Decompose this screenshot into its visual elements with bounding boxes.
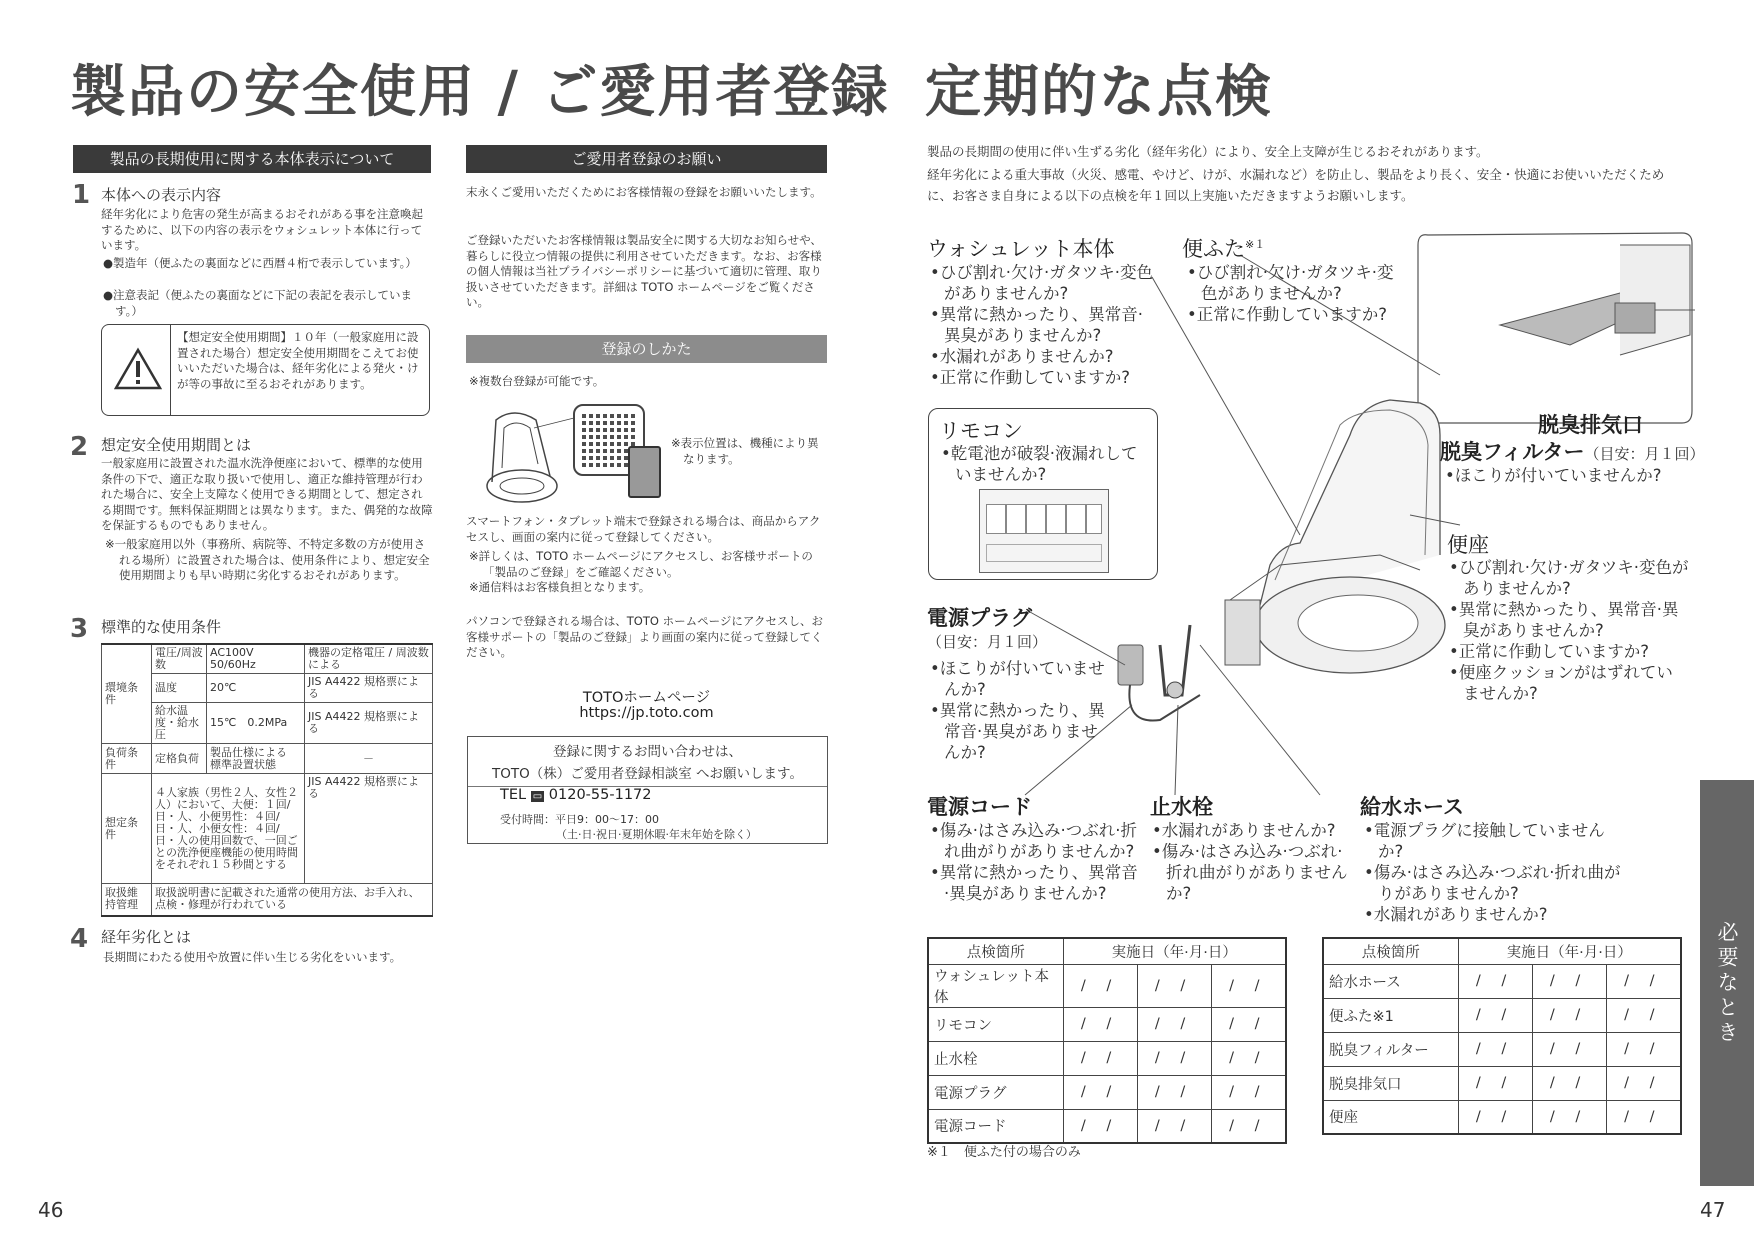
step-2-title: 想定安全使用期間とは: [101, 436, 252, 454]
filter-items: •ほこりが付いていませんか?: [1445, 466, 1662, 485]
cond-cell: 定格負荷: [152, 744, 207, 774]
side-tab[interactable]: 必要なとき: [1700, 780, 1754, 1186]
cond-cell: 機器の定格電圧 / 周波数による: [305, 644, 433, 674]
step-1-bullet-caution: ●注意表記（便ふたの裏面などに下記の表記を表示しています。）: [103, 288, 413, 318]
table-header: 実施日（年·月·日）: [1458, 938, 1681, 964]
cord-label: 電源コード: [927, 795, 1032, 819]
table-row: 電源コード / / / / / /: [928, 1109, 1286, 1143]
remote-label: リモコン: [939, 419, 1023, 443]
cond-cell: ４人家族（男性２人、女性２人）において、大便：１回/日・人、小便男性：４回/日・人、小便女性：４回/日・人の使用回数で、一回ごとの洗浄便座機能の使用時間をそれぞれ１５秒間とする: [152, 774, 305, 884]
table-row: 電源プラグ / / / / / /: [928, 1075, 1286, 1109]
table-row: 脱臭排気口 / / / / / /: [1323, 1066, 1681, 1100]
page-number-right: 47: [1700, 1198, 1726, 1222]
homepage-url[interactable]: https://jp.toto.com: [579, 705, 714, 721]
inquiry-line-2: TOTO（株）ご愛用者登録相談室 へお願いします。: [492, 766, 803, 782]
cond-cell: 温度: [152, 674, 207, 703]
freedial-icon: ▭: [532, 791, 543, 802]
smartphone-instructions: スマートフォン・タブレット端末で登録される場合は、商品からアクセスし、画面の案内に従って登録してください。: [466, 514, 821, 544]
exhaust-label: 脱臭排気口: [1538, 413, 1643, 437]
washlet-body-label: ウォシュレット本体: [927, 237, 1115, 261]
cond-cell: 電圧/周波数: [152, 644, 207, 674]
seat-items: •ひび割れ·欠け·ガタツキ·変色がありませんか? •異常に熱かったり、異常音·異臭がありませんか? •正常に作動していますか? •便座クッションがはずれていませんか?: [1449, 558, 1689, 703]
table-header: 点検箇所: [928, 938, 1063, 964]
step-1-number: 1: [72, 180, 91, 210]
cond-cell: JIS A4422 規格票による: [305, 703, 433, 744]
plug-label: 電源プラグ: [927, 606, 1032, 630]
remote-icon: [979, 489, 1109, 573]
table-header: 点検箇所: [1323, 938, 1458, 964]
cond-env: 環境条件: [102, 644, 152, 744]
cond-load: 負荷条件: [102, 744, 152, 774]
step-2-note: ※一般家庭用以外（事務所、病院等、不特定多数の方が使用される場所）に設置された場合は、使用条件により、想定安全使用期間よりも早い時期に劣化するおそれがあります。: [105, 537, 430, 582]
section-header-long-use: 製品の長期使用に関する本体表示について: [73, 145, 431, 173]
step-1-title: 本体への表示内容: [101, 186, 222, 204]
warning-box: [101, 324, 430, 416]
step-4-number: 4: [70, 924, 89, 954]
inquiry-box: [467, 736, 828, 844]
table-row: 脱臭フィルター / / / / / /: [1323, 1032, 1681, 1066]
step-3-number: 3: [70, 614, 89, 644]
cond-maint: 取扱維持管理: [102, 884, 152, 916]
reception-exceptions: （土·日·祝日·夏期休暇·年末年始を除く）: [556, 828, 757, 841]
step-2-number: 2: [70, 432, 89, 462]
tel-number[interactable]: 0120-55-1172: [548, 787, 652, 803]
lid-items: •ひび割れ·欠け·ガタツキ·変色がありませんか? •正常に作動していますか?: [1187, 263, 1394, 324]
page-title-right: 定期的な点検: [925, 60, 1273, 125]
cord-items: •傷み·はさみ込み·つぶれ·折れ曲がりがありませんか? •異常に熱かったり、異常音·異臭がありませんか?: [930, 821, 1138, 903]
table-row: 止水栓 / / / / / /: [928, 1041, 1286, 1075]
lid-label: 便ふた$^{※1}$: [1182, 237, 1266, 261]
hose-label: 給水ホース: [1360, 795, 1464, 819]
page-number-left: 46: [38, 1198, 64, 1222]
position-note: ※表示位置は、機種により異なります。: [671, 436, 819, 466]
intro-line-2: 経年劣化による重大事故（火災、感電、やけど、けが、水漏れなど）を防止し、製品をより長く、安全・快適にお使いいただくために、お客さま自身による以下の点検を年１回以上実施いただきますようお願いします。: [927, 167, 1665, 203]
step-1-bullet-year: ●製造年（便ふたの裏面などに西暦４桁で表示しています。）: [103, 256, 417, 270]
table-row: リモコン / / / / / /: [928, 1007, 1286, 1041]
step-2-text: 一般家庭用に設置された温水洗浄便座において、標準的な使用条件の下で、適正な取り扱いで使用し、適正な維持管理が行われた場合に、安全上支障なく使用できる期間として、想定される期間です。無料保証期間とは異なります。また、偶発的な故障を保証するものでもありません。: [101, 456, 433, 532]
reception-hours: 受付時間：平日9：00～17：00: [500, 813, 659, 826]
inspection-table-2: [1322, 937, 1682, 1135]
cond-cell: AC100V 50/60Hz: [207, 644, 305, 674]
seat-label: 便座: [1447, 533, 1489, 557]
registration-intro: 末永くご愛用いただくためにお客様情報の登録をお願いいたします。: [466, 185, 822, 199]
warning-triangle-icon: [114, 347, 162, 391]
cond-cell: 製品仕様による 標準設置状態: [207, 744, 305, 774]
step-4-text: 長期間にわたる使用や放置に伴い生じる劣化をいいます。: [103, 950, 402, 964]
table-row: 便座 / / / / / /: [1323, 1100, 1681, 1134]
cond-cell: 給水温度・給水圧: [152, 703, 207, 744]
inspection-table-1: [927, 937, 1287, 1144]
step-1-text: 経年劣化により危害の発生が高まるおそれがある事を注意喚起するために、以下の内容の表示をウォシュレット本体に行っています。: [101, 207, 423, 252]
filter-label: 脱臭フィルター（目安：月１回）: [1440, 440, 1705, 464]
warning-text: 【想定安全使用期間】１０年（一般家庭用に設置された場合）想定安全使用期間をこえてお使いいただいた場合は、経年劣化による発火・けが等の事故に至るおそれがあります。: [177, 330, 419, 391]
cond-cell: JIS A4422 規格票による: [305, 674, 433, 703]
cond-cell: 取扱説明書に記載された通常の使用方法、お手入れ、点検・修理が行われている: [152, 884, 433, 916]
table-row: 便ふた※1 / / / / / /: [1323, 998, 1681, 1032]
valve-items: •水漏れがありませんか? •傷み·はさみ込み·つぶれ·折れ曲がりがありませんか?: [1152, 821, 1348, 903]
section-header-registration: ご愛用者登録のお願い: [466, 145, 827, 173]
cond-cell: 15℃ 0.2MPa: [207, 703, 305, 744]
inquiry-line-1: 登録に関するお問い合わせは、: [553, 744, 742, 760]
table-row: 給水ホース / / / / / /: [1323, 964, 1681, 998]
hose-items: •電源プラグに接触していませんか? •傷み·はさみ込み·つぶれ·折れ曲がりがありませんか? •水漏れがありませんか?: [1364, 821, 1621, 924]
homepage-label: TOTOホームページ: [582, 690, 711, 706]
remote-item-1: •乾電池が破裂·液漏れしていませんか?: [941, 444, 1138, 484]
remote-box: [928, 408, 1158, 580]
pc-instructions: パソコンで登録される場合は、TOTO ホームページにアクセスし、お客様サポートの「製品のご登録」より画面の案内に従って登録してください。: [466, 614, 823, 659]
cond-cell: JIS A4422 規格票による: [305, 774, 433, 884]
washlet-body-items: •ひび割れ·欠け·ガタツキ·変色がありませんか? •異常に熱かったり、異常音·異臭がありませんか? •水漏れがありませんか? •正常に作動していますか?: [930, 263, 1153, 387]
plug-interval: （目安：月１回）: [927, 633, 1048, 651]
cond-assume: 想定条件: [102, 774, 152, 884]
cond-cell: 20℃: [207, 674, 305, 703]
step-3-title: 標準的な使用条件: [101, 618, 222, 636]
table-row: ウォシュレット本体 / / / / / /: [928, 964, 1286, 1007]
intro-line-1: 製品の長期間の使用に伴い生ずる劣化（経年劣化）により、安全上支障が生じるおそれがあります。: [927, 144, 1489, 159]
valve-label: 止水栓: [1150, 795, 1213, 819]
cond-cell: －: [305, 744, 433, 774]
section-header-how-to: 登録のしかた: [466, 335, 827, 363]
registration-privacy: ご登録いただいたお客様情報は製品安全に関する大切なお知らせや、暮らしに役立つ情報の提供に利用させていただきます。なお、お客様の個人情報は当社プライバシーポリシーに基づいて適切に管理、取り扱いさせていただきます。詳細は TOTO ホームページをご覧ください。: [466, 233, 822, 309]
table-header: 実施日（年·月·日）: [1063, 938, 1286, 964]
footnote: ※１ 便ふた付の場合のみ: [927, 1145, 1081, 1160]
tel-label: TEL: [500, 787, 527, 803]
multi-register-note: ※複数台登録が可能です。: [469, 374, 605, 388]
plug-items: •ほこりが付いていませんか? •異常に熱かったり、異常音·異臭がありませんか?: [930, 659, 1105, 762]
smartphone-note-1: ※詳しくは、TOTO ホームページにアクセスし、お客様サポートの「製品のご登録」をご確認ください。: [469, 549, 813, 579]
smartphone-note-2: ※通信料はお客様負担となります。: [469, 580, 651, 594]
smartphone-icon: [628, 446, 661, 498]
step-4-title: 経年劣化とは: [101, 928, 192, 946]
usage-conditions-table: [101, 643, 433, 917]
page-title-left: 製品の安全使用 / ご愛用者登録: [70, 60, 890, 125]
